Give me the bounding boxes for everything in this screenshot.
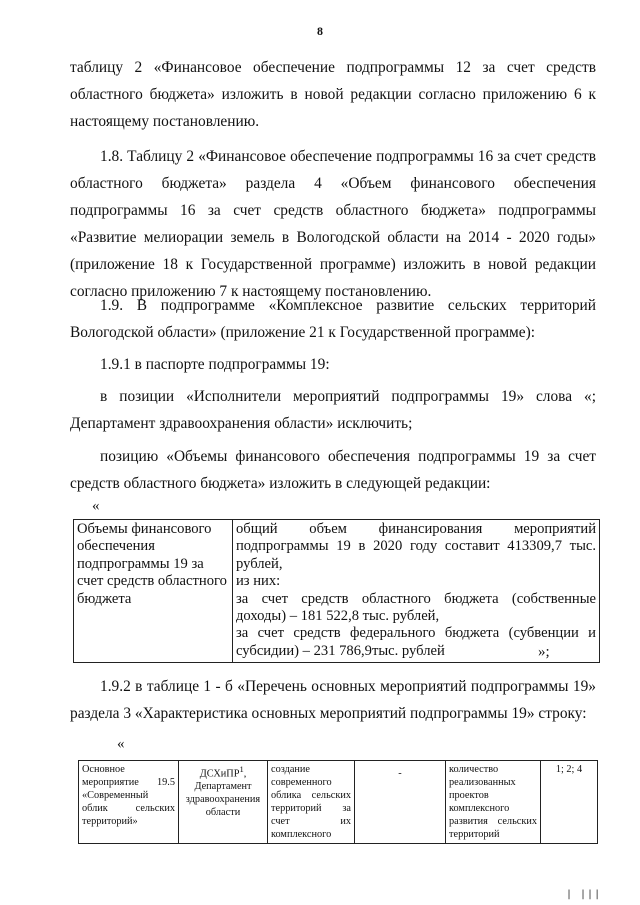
passport-label: Объемы финансового обеспечения подпрограммы 19 за счет средств областного бюджета	[77, 521, 227, 607]
passport-label-cell	[74, 520, 233, 663]
dash-cell: -	[355, 761, 446, 844]
executor-abbreviation: ДСХиПР	[199, 768, 240, 780]
opening-quote: «	[92, 498, 100, 514]
paragraph-1-9-1: 1.9.1 в паспорте подпрограммы 19:	[100, 356, 330, 373]
indicator-cell: количество реализованных проектов комплексного развития сельских территорий	[446, 761, 541, 844]
paragraph-financing-position: позицию «Объемы финансового обеспечения подпрограммы 19 за счет средств областного бюджета» изложить в следующей редакции:	[70, 448, 596, 492]
passport-value-line: из них:	[236, 573, 281, 590]
passport-financing-table	[73, 519, 600, 663]
executor-cell	[179, 761, 268, 844]
tasks-cell: 1; 2; 4	[541, 761, 598, 844]
paragraph-table-2-subprogram-12: таблицу 2 «Финансовое обеспечение подпрограммы 12 за счет средств областного бюджета» изложить в новой редакции согласно приложению 6 к настоящему постановлению.	[70, 59, 596, 130]
expected-result-cell: создание современного облика сельских территорий за счет их комплексного	[268, 761, 355, 844]
paragraph-1-9-2: 1.9.2 в таблице 1 - б «Перечень основных мероприятий подпрограммы 19» раздела 3 «Характеристика основных мероприятий подпрограммы 19» строку:	[70, 678, 596, 722]
passport-value-line: общий объем финансирования мероприятий подпрограммы 19 в 2020 году составит 413309,7 тыс. рублей,	[236, 521, 596, 572]
passport-value-line: за счет средств областного бюджета (собственные доходы) – 181 522,8 тыс. рублей,	[236, 590, 596, 625]
paragraph-1-9: 1.9. В подпрограмме «Комплексное развитие сельских территорий Вологодской области» (приложение 21 к Государственной программе):	[70, 297, 596, 341]
measures-table	[78, 760, 598, 844]
executor-rest: , Департамент здравоохранения области	[185, 768, 261, 819]
closing-quote: »;	[538, 644, 550, 660]
paragraph-executors: в позиции «Исполнители мероприятий подпрограммы 19» слова «; Департамент здравоохранения области» исключить;	[70, 388, 596, 432]
passport-value-cell	[233, 520, 600, 663]
paragraph-1-8: 1.8. Таблицу 2 «Финансовое обеспечение подпрограммы 16 за счет средств областного бюджета» раздела 4 «Объем финансового обеспечения подпрограммы 16 за счет средств областного бюджета» подпрограммы «Развитие мелиорации земель в Вологодской области на 2014 - 2020 годы» (приложение 18 к Государственной программе) изложить в новой редакции согласно приложению 7 к настоящему постановлению.	[70, 148, 596, 300]
passport-value-line: за счет средств федерального бюджета (субвенции и субсидии) – 231 786,9тыс. рублей	[236, 625, 596, 659]
footnote-marker: 1	[239, 764, 244, 774]
page-number: 8	[317, 24, 323, 38]
opening-quote-2: «	[117, 736, 125, 752]
measure-name-cell: Основное мероприятие 19.5 «Современный облик сельских территорий»	[79, 761, 179, 844]
table-row	[79, 761, 598, 844]
table-row	[74, 520, 600, 663]
bottom-mark: | |||	[566, 889, 602, 900]
